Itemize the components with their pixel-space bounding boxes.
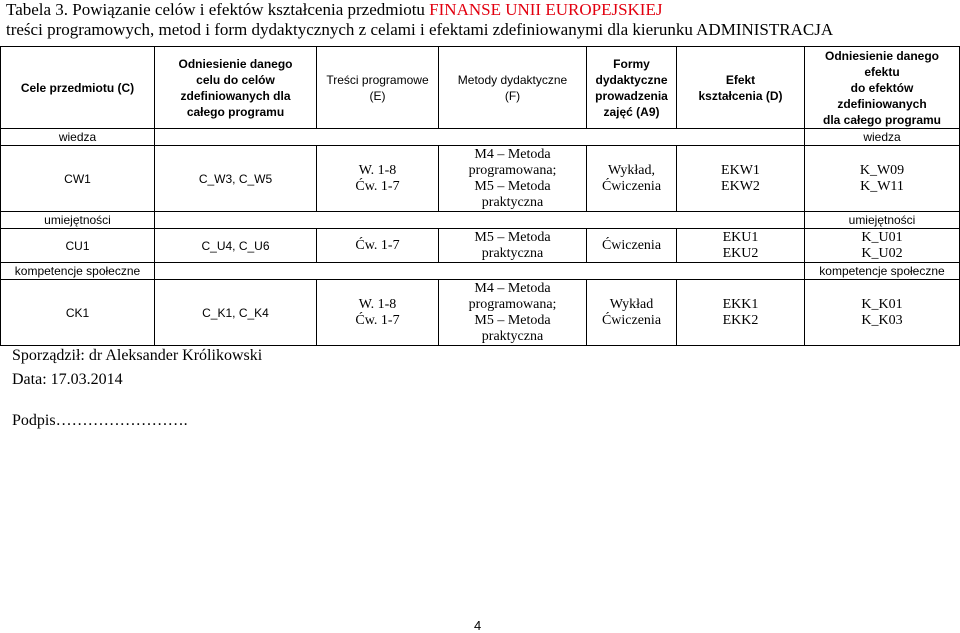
section-label-right: kompetencje społeczne	[805, 263, 960, 280]
odniesienie-efektu-cell: K_U01 K_U02	[805, 229, 960, 263]
tresci-cell: Ćw. 1-7	[317, 229, 439, 263]
signature-line: Podpis…………………….	[12, 412, 188, 429]
table-row	[1, 146, 960, 212]
odniesienie-cell: C_K1, C_K4	[155, 280, 317, 346]
metody-cell: M4 – Metoda programowana; M5 – Metoda praktyczna	[439, 146, 587, 212]
header-odniesienie-celu: Odniesienie danego celu do celów zdefiniowanych dla całego programu	[155, 47, 317, 129]
odniesienie-efektu-cell: K_K01 K_K03	[805, 280, 960, 346]
section-row-umiejetnosci	[1, 212, 960, 229]
formy-cell: Ćwiczenia	[587, 229, 677, 263]
header-cele: Cele przedmiotu (C)	[1, 47, 155, 129]
section-label: umiejętności	[1, 212, 155, 229]
section-spacer	[155, 129, 805, 146]
section-row-wiedza	[1, 129, 960, 146]
header-row	[1, 47, 960, 129]
header-odniesienie-efektu: Odniesienie danego efektu do efektów zdefiniowanych dla całego programu	[805, 47, 960, 129]
document-title	[6, 0, 833, 40]
table-row	[1, 229, 960, 263]
metody-cell: M5 – Metoda praktyczna	[439, 229, 587, 263]
title-prefix: Tabela 3. Powiązanie celów i efektów kształcenia przedmiotu	[6, 0, 430, 19]
formy-cell: Wykład Ćwiczenia	[587, 280, 677, 346]
section-label-right: wiedza	[805, 129, 960, 146]
tresci-cell: W. 1-8 Ćw. 1-7	[317, 146, 439, 212]
section-spacer	[155, 212, 805, 229]
header-formy: Formy dydaktyczne prowadzenia zajęć (A9)	[587, 47, 677, 129]
table-row	[1, 280, 960, 346]
odniesienie-efektu-cell: K_W09 K_W11	[805, 146, 960, 212]
header-tresci: Treści programowe (E)	[317, 47, 439, 129]
course-name: FINANSE UNII EUROPEJSKIEJ	[429, 0, 663, 19]
section-row-kompetencje	[1, 263, 960, 280]
metody-cell: M4 – Metoda programowana; M5 – Metoda praktyczna	[439, 280, 587, 346]
author-line: Sporządził: dr Aleksander Królikowski	[12, 347, 263, 364]
cel-cell: CW1	[1, 146, 155, 212]
section-spacer	[155, 263, 805, 280]
title-line-1	[6, 0, 833, 20]
date-line: Data: 17.03.2014	[12, 371, 123, 388]
mapping-table	[0, 46, 960, 346]
section-label: wiedza	[1, 129, 155, 146]
title-line-2: treści programowych, metod i form dydaktycznych z celami i efektami zdefiniowanymi dla kierunku ADMINISTRACJA	[6, 20, 834, 39]
cel-cell: CK1	[1, 280, 155, 346]
header-metody: Metody dydaktyczne (F)	[439, 47, 587, 129]
section-label-right: umiejętności	[805, 212, 960, 229]
efekty-cell: EKK1 EKK2	[677, 280, 805, 346]
section-label: kompetencje społeczne	[1, 263, 155, 280]
efekty-cell: EKW1 EKW2	[677, 146, 805, 212]
efekty-cell: EKU1 EKU2	[677, 229, 805, 263]
odniesienie-cell: C_W3, C_W5	[155, 146, 317, 212]
cel-cell: CU1	[1, 229, 155, 263]
formy-cell: Wykład, Ćwiczenia	[587, 146, 677, 212]
page-number: 4	[474, 618, 482, 633]
odniesienie-cell: C_U4, C_U6	[155, 229, 317, 263]
header-efekt: Efekt kształcenia (D)	[677, 47, 805, 129]
tresci-cell: W. 1-8 Ćw. 1-7	[317, 280, 439, 346]
